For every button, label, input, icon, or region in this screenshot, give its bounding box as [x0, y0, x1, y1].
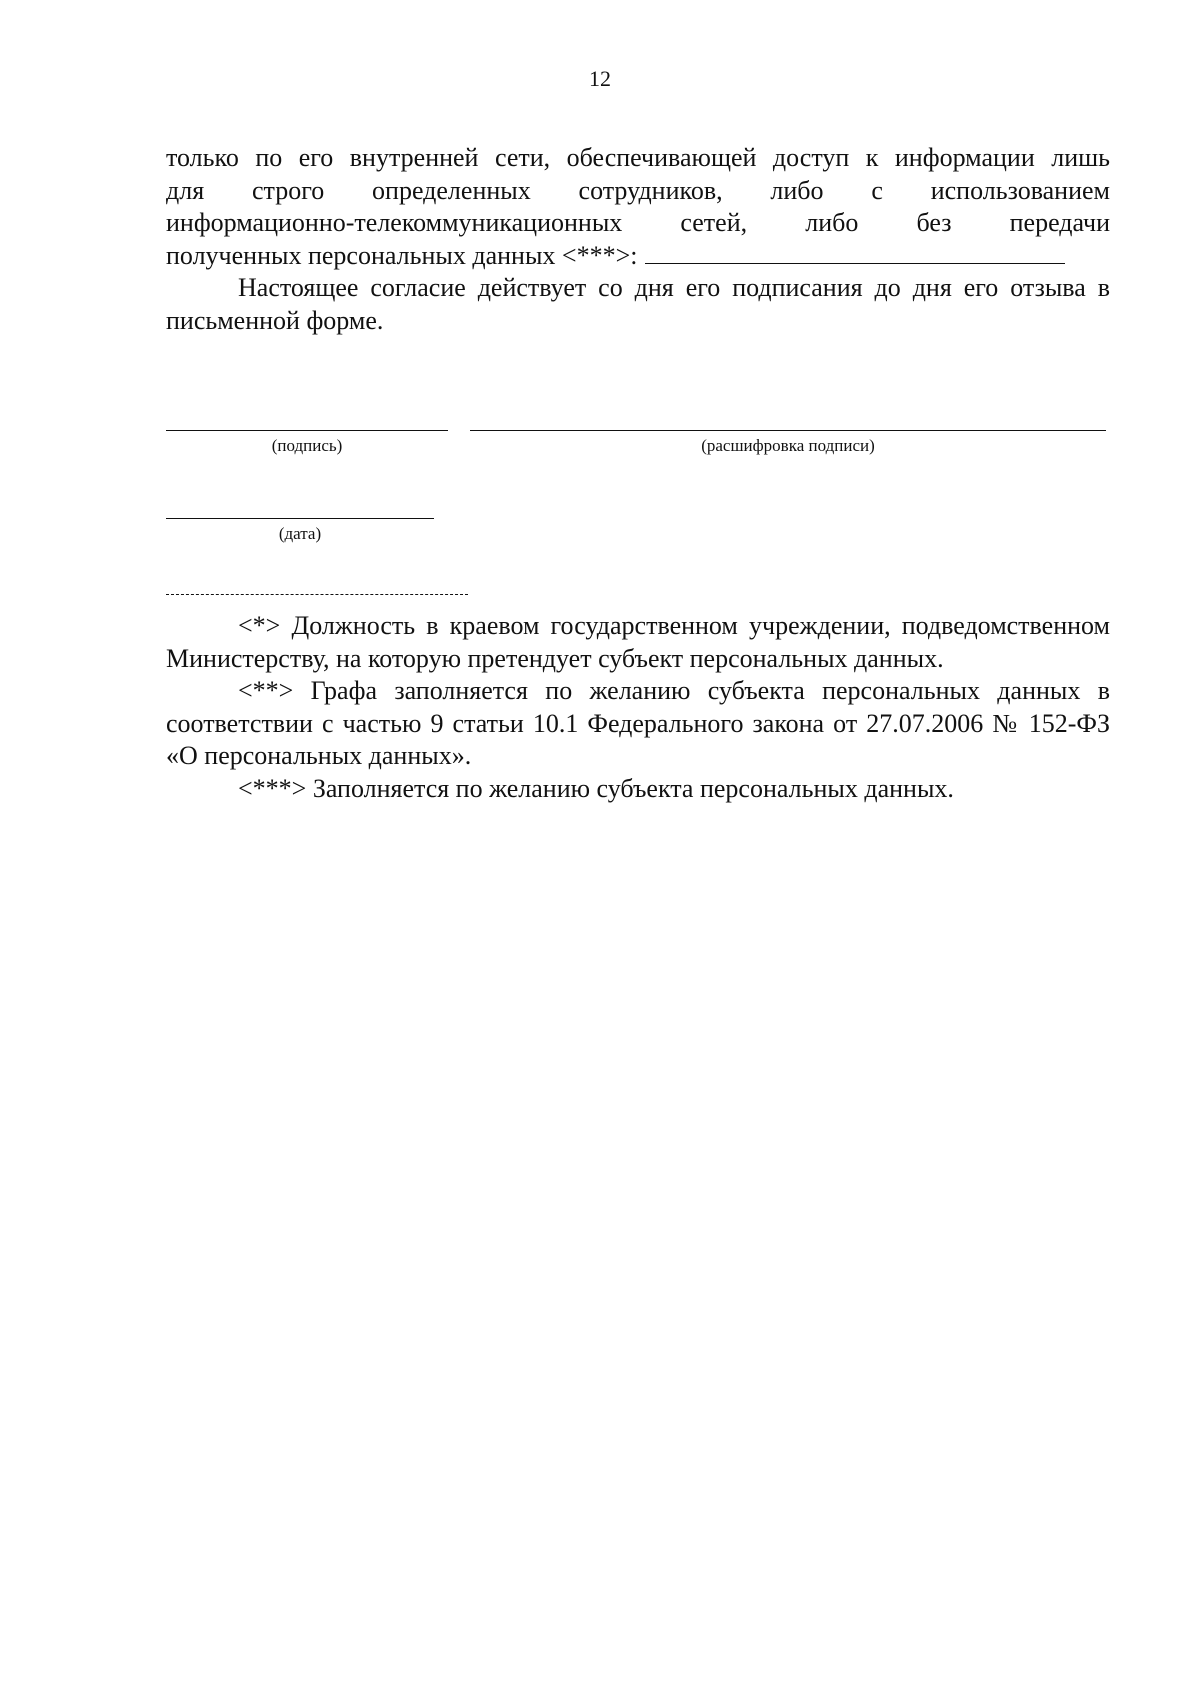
signature-line [166, 430, 448, 431]
main-text [166, 142, 1110, 337]
footnote-item: <***> Заполняется по желанию субъекта персональных данных. [238, 773, 954, 803]
signature-decoding-caption: (расшифровка подписи) [701, 436, 875, 455]
footnote-item: <**> Графа заполняется по желанию субъекта персональных данных в соответствии с частью 9 статьи 10.1 Федерального закона от 27.07.2006 № 152-ФЗ «О персональных данных». [166, 676, 1110, 770]
date-caption: (дата) [278, 524, 322, 543]
signature-decoding-line [470, 430, 1106, 431]
fill-in-blank-line [645, 241, 1065, 264]
footnote-item: <*> Должность в краевом государственном учреждении, подведомственном Министерству, на которую претендует субъект персональных данных. [166, 611, 1110, 673]
text-line: только по его внутренней сети, обеспечивающей доступ к информации лишь [166, 143, 1110, 172]
text-line-with-blank [166, 240, 1110, 273]
text-line: полученных персональных данных <***>: [166, 240, 638, 270]
date-line [166, 518, 434, 519]
page-number: 12 [589, 66, 611, 91]
validity-paragraph: Настоящее согласие действует со дня его подписания до дня его отзыва в письменной форме. [166, 273, 1110, 335]
signature-caption: (подпись) [271, 436, 343, 455]
text-line: для строго определенных сотрудников, либо с использованием [166, 175, 1110, 205]
text-line: информационно-телекоммуникационных сетей, либо без передачи [166, 208, 1110, 237]
footnotes [166, 610, 1110, 805]
footnote-separator [166, 594, 468, 595]
